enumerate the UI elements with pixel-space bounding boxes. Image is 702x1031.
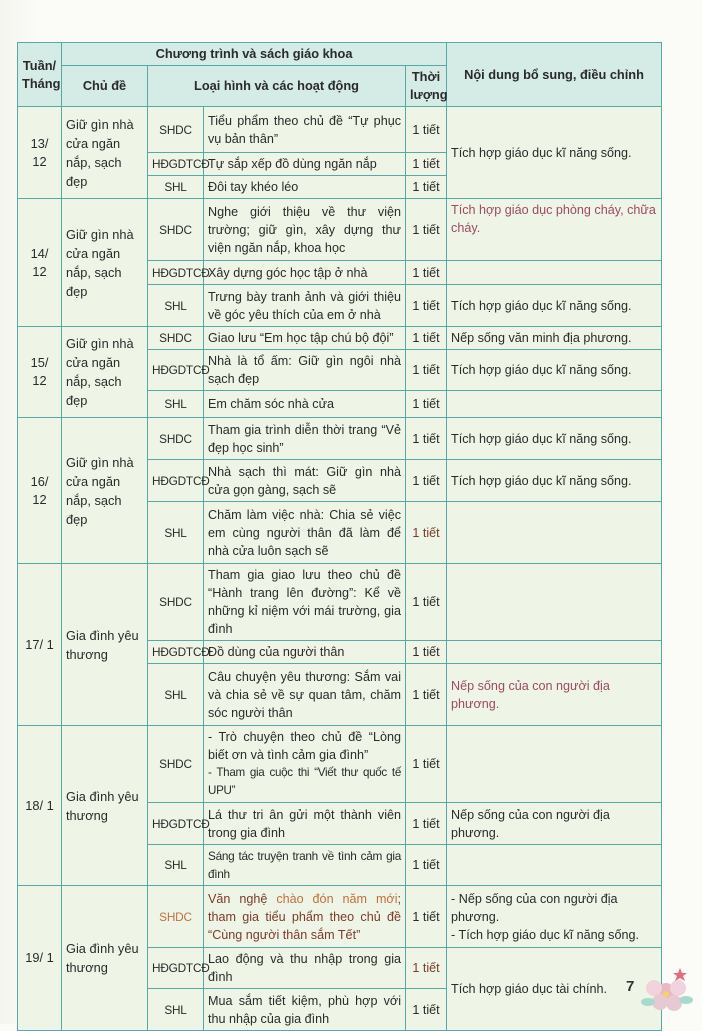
activity-cell: Em chăm sóc nhà cửa [204, 391, 406, 418]
type-cell: SHDC [148, 418, 204, 460]
topic-cell: Giữ gìn nhà cửa ngăn nắp, sạch đẹp [62, 199, 148, 327]
time-cell: 1 tiết [406, 948, 447, 989]
time-cell: 1 tiết [406, 153, 447, 176]
note-line: - Nếp sống của con người địa phương. [451, 891, 618, 924]
note-cell: Tích hợp giáo dục kĩ năng sống. [447, 107, 662, 199]
type-cell: HĐGDTCĐ [148, 153, 204, 176]
header-time: Thời lượng [406, 66, 447, 107]
activity-highlight: chào đón năm mới [276, 891, 398, 906]
time-cell: 1 tiết [406, 845, 447, 886]
activity-cell: Xây dựng góc học tập ở nhà [204, 261, 406, 285]
activity-cell: Chăm làm việc nhà: Chia sẻ việc em cùng người thân đã làm để nhà cửa luôn sạch sẽ [204, 502, 406, 564]
week-cell: 15/ 12 [18, 327, 62, 418]
note-cell: Nếp sống của con người địa phương. [447, 664, 662, 726]
activity-line: - Tham gia cuộc thi “Viết thư quốc tế UPU” [208, 766, 401, 797]
activity-cell: Câu chuyện yêu thương: Sắm vai và chia sẻ về sự quan tâm, chăm sóc người thân [204, 664, 406, 726]
activity-cell: Tiểu phẩm theo chủ đề “Tự phục vụ bản thân” [204, 107, 406, 153]
table-row [18, 418, 662, 460]
lesson-plan-table [17, 42, 662, 1031]
activity-cell: Nhà là tổ ấm: Giữ gìn ngôi nhà sạch đẹp [204, 350, 406, 391]
activity-cell: Giao lưu “Em học tập chú bộ đội” [204, 327, 406, 350]
type-cell: SHL [148, 989, 204, 1031]
topic-cell: Giữ gìn nhà cửa ngăn nắp, sạch đẹp [62, 327, 148, 418]
table-row [18, 107, 662, 153]
time-cell: 1 tiết [406, 350, 447, 391]
page-number: 7 [626, 978, 635, 995]
activity-cell: Nhà sạch thì mát: Giữ gìn nhà cửa gọn gàng, sạch sẽ [204, 460, 406, 502]
flower-decoration-icon [636, 958, 696, 1018]
topic-cell: Gia đình yêu thương [62, 726, 148, 886]
week-cell: 16/ 12 [18, 418, 62, 564]
type-cell: SHL [148, 845, 204, 886]
header-topic: Chủ đề [62, 66, 148, 107]
header-row [18, 43, 662, 66]
time-cell: 1 tiết [406, 327, 447, 350]
activity-cell [204, 726, 406, 803]
table-row [18, 886, 662, 948]
time-cell: 1 tiết [406, 641, 447, 664]
activity-text: ; tham gia tiểu phẩm theo chủ đề “Cùng người thân sắm Tết” [208, 891, 401, 942]
time-cell: 1 tiết [406, 285, 447, 327]
activity-cell: Đôi tay khéo léo [204, 176, 406, 199]
activity-cell: Sáng tác truyện tranh về tình cảm gia đình [204, 845, 406, 886]
topic-cell: Gia đình yêu thương [62, 564, 148, 726]
time-cell: 1 tiết [406, 261, 447, 285]
type-cell: SHDC [148, 199, 204, 261]
note-cell [447, 641, 662, 664]
type-cell: HĐGDTCĐ [148, 948, 204, 989]
table-row [18, 726, 662, 803]
type-cell: SHDC [148, 564, 204, 641]
time-cell: 1 tiết [406, 460, 447, 502]
type-cell: HĐGDTCĐ [148, 803, 204, 845]
type-cell: HĐGDTCĐ [148, 460, 204, 502]
note-cell [447, 564, 662, 641]
time-cell: 1 tiết [406, 418, 447, 460]
note-cell [447, 886, 662, 948]
type-cell: SHDC [148, 886, 204, 948]
note-cell: Tích hợp giáo dục tài chính. [447, 948, 662, 1031]
table-row [18, 564, 662, 641]
activity-text: Văn nghệ [208, 891, 277, 906]
time-cell: 1 tiết [406, 502, 447, 564]
type-cell: SHL [148, 391, 204, 418]
type-cell: HĐGDTCĐ [148, 641, 204, 664]
week-cell: 13/ 12 [18, 107, 62, 199]
topic-cell: Gia đình yêu thương [62, 886, 148, 1031]
topic-cell: Giữ gìn nhà cửa ngăn nắp, sạch đẹp [62, 107, 148, 199]
time-cell: 1 tiết [406, 391, 447, 418]
time-cell: 1 tiết [406, 726, 447, 803]
type-cell: SHL [148, 664, 204, 726]
note-cell: Tích hợp giáo dục kĩ năng sống. [447, 418, 662, 460]
activity-cell: Lá thư tri ân gửi một thành viên trong gia đình [204, 803, 406, 845]
time-cell: 1 tiết [406, 664, 447, 726]
note-cell: Nếp sống của con người địa phương. [447, 803, 662, 845]
note-cell [447, 845, 662, 886]
note-cell: Tích hợp giáo dục phòng cháy, chữa cháy. [447, 199, 662, 261]
time-cell: 1 tiết [406, 989, 447, 1031]
note-cell [447, 391, 662, 418]
header-week: Tuần/ Tháng [18, 43, 62, 107]
week-cell: 19/ 1 [18, 886, 62, 1031]
header-note: Nội dung bổ sung, điều chỉnh [447, 43, 662, 107]
type-cell: HĐGDTCĐ [148, 261, 204, 285]
activity-cell: Lao động và thu nhập trong gia đình [204, 948, 406, 989]
note-line: - Tích hợp giáo dục kĩ năng sống. [451, 927, 639, 942]
note-cell: Tích hợp giáo dục kĩ năng sống. [447, 350, 662, 391]
activity-line: - Trò chuyện theo chủ đề “Lòng biết ơn và tình cảm gia đình” [208, 730, 401, 762]
activity-cell: Tự sắp xếp đồ dùng ngăn nắp [204, 153, 406, 176]
time-cell: 1 tiết [406, 176, 447, 199]
type-cell: SHDC [148, 327, 204, 350]
time-cell: 1 tiết [406, 564, 447, 641]
type-cell: SHDC [148, 726, 204, 803]
time-cell: 1 tiết [406, 107, 447, 153]
type-cell: SHDC [148, 107, 204, 153]
table-row [18, 199, 662, 261]
type-cell: SHL [148, 502, 204, 564]
note-cell: Nếp sống văn minh địa phương. [447, 327, 662, 350]
topic-cell: Giữ gìn nhà cửa ngăn nắp, sạch đẹp [62, 418, 148, 564]
table-row [18, 327, 662, 350]
activity-cell: Tham gia giao lưu theo chủ đề “Hành trang lên đường”: Kể về những kỉ niệm với mái trường, gia đình [204, 564, 406, 641]
type-cell: SHL [148, 176, 204, 199]
note-cell [447, 726, 662, 803]
note-cell: Tích hợp giáo dục kĩ năng sống. [447, 460, 662, 502]
activity-cell: Nghe giới thiệu về thư viện trường; giữ gìn, xây dựng thư viện ngăn nắp, khoa học [204, 199, 406, 261]
time-cell: 1 tiết [406, 199, 447, 261]
week-cell: 14/ 12 [18, 199, 62, 327]
week-cell: 18/ 1 [18, 726, 62, 886]
time-cell: 1 tiết [406, 803, 447, 845]
type-cell: SHL [148, 285, 204, 327]
week-cell: 17/ 1 [18, 564, 62, 726]
activity-cell [204, 886, 406, 948]
activity-cell: Đồ dùng của người thân [204, 641, 406, 664]
type-cell: HĐGDTCĐ [148, 350, 204, 391]
header-program: Chương trình và sách giáo khoa [62, 43, 447, 66]
note-cell [447, 261, 662, 285]
activity-cell: Tham gia trình diễn thời trang “Vẻ đẹp học sinh” [204, 418, 406, 460]
note-cell: Tích hợp giáo dục kĩ năng sống. [447, 285, 662, 327]
note-cell [447, 502, 662, 564]
activity-cell: Mua sắm tiết kiệm, phù hợp với thu nhập của gia đình [204, 989, 406, 1031]
activity-cell: Trưng bày tranh ảnh và giới thiệu về góc yêu thích của em ở nhà [204, 285, 406, 327]
header-types: Loại hình và các hoạt động [148, 66, 406, 107]
time-cell: 1 tiết [406, 886, 447, 948]
